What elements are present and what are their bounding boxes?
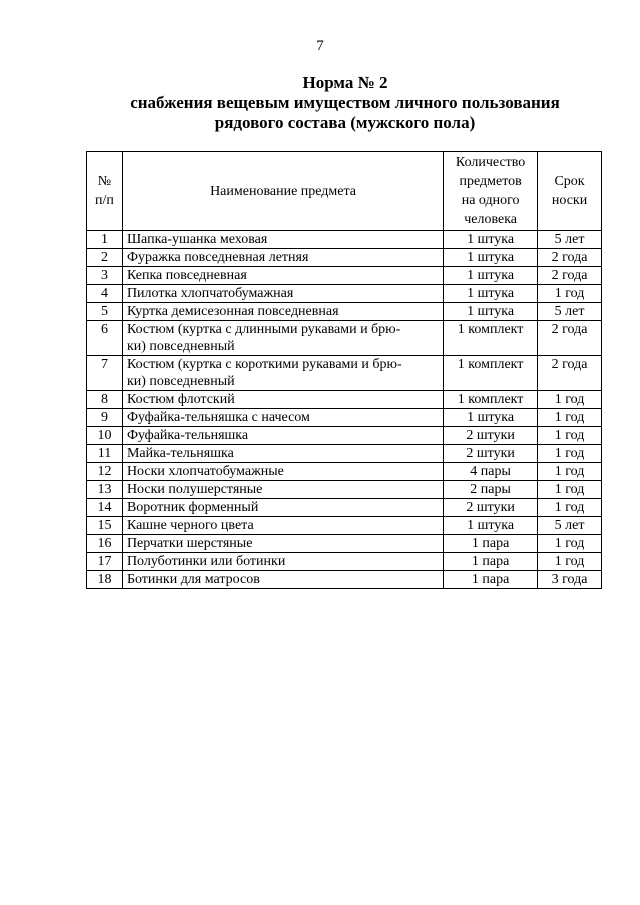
item-name — [122, 463, 443, 481]
item-term: 3 года — [538, 571, 602, 589]
item-quantity: 1 пара — [444, 571, 538, 589]
item-quantity: 1 штука — [444, 249, 538, 267]
norm-table — [86, 151, 602, 589]
table-row — [87, 409, 602, 427]
item-quantity: 1 комплект — [444, 391, 538, 409]
table-row — [87, 517, 602, 535]
item-quantity: 1 комплект — [444, 321, 538, 356]
item-term: 2 года — [538, 267, 602, 285]
table-row — [87, 303, 602, 321]
item-term: 1 год — [538, 553, 602, 571]
item-quantity: 1 пара — [444, 535, 538, 553]
item-name — [122, 321, 443, 356]
item-name-line: ки) повседневный — [126, 339, 235, 354]
header-name: Наименование предмета — [122, 152, 443, 231]
row-number: 7 — [87, 356, 123, 391]
header-num: № п/п — [87, 152, 123, 231]
table-row — [87, 553, 602, 571]
table-row — [87, 571, 602, 589]
item-name — [122, 481, 443, 499]
row-number: 16 — [87, 535, 123, 553]
row-number: 6 — [87, 321, 123, 356]
title-line-3: рядового состава (мужского пола) — [214, 113, 476, 132]
item-term: 5 лет — [538, 231, 602, 249]
item-name — [122, 427, 443, 445]
item-name-line: Носки полушерстяные — [126, 482, 263, 497]
item-name — [122, 231, 443, 249]
item-term: 1 год — [538, 391, 602, 409]
item-name-line: Фуфайка-тельняшка — [126, 428, 249, 443]
table-row — [87, 321, 602, 356]
row-number: 13 — [87, 481, 123, 499]
item-name — [122, 303, 443, 321]
item-quantity: 1 штука — [444, 409, 538, 427]
table-row — [87, 356, 602, 391]
item-name — [122, 285, 443, 303]
table-row — [87, 445, 602, 463]
document-title — [0, 73, 640, 133]
item-name-line: Костюм (куртка с короткими рукавами и брю- — [126, 357, 402, 372]
item-quantity: 1 штука — [444, 267, 538, 285]
row-number: 4 — [87, 285, 123, 303]
table-row — [87, 463, 602, 481]
page-number: 7 — [316, 38, 324, 54]
item-quantity: 2 штуки — [444, 499, 538, 517]
item-name-line: Куртка демисезонная повседневная — [126, 304, 339, 319]
item-name — [122, 571, 443, 589]
item-term: 1 год — [538, 427, 602, 445]
table-row — [87, 499, 602, 517]
item-term: 1 год — [538, 445, 602, 463]
title-line-1: Норма № 2 — [302, 73, 388, 92]
table-row — [87, 285, 602, 303]
item-name — [122, 517, 443, 535]
item-name — [122, 409, 443, 427]
row-number: 18 — [87, 571, 123, 589]
item-name-line: Носки хлопчатобумажные — [126, 464, 284, 479]
item-name — [122, 249, 443, 267]
item-name-line: Шапка-ушанка меховая — [126, 232, 268, 247]
table-row — [87, 535, 602, 553]
item-name-line: Майка-тельняшка — [126, 446, 234, 461]
row-number: 11 — [87, 445, 123, 463]
row-number: 17 — [87, 553, 123, 571]
item-term: 5 лет — [538, 303, 602, 321]
item-name-line: Костюм (куртка с длинными рукавами и брю- — [126, 322, 401, 337]
item-name — [122, 535, 443, 553]
item-term: 1 год — [538, 499, 602, 517]
item-term: 2 года — [538, 321, 602, 356]
item-name-line: Перчатки шерстяные — [126, 536, 253, 551]
header-quantity: Количество предметов на одного человека — [444, 152, 538, 231]
item-name — [122, 356, 443, 391]
item-name — [122, 445, 443, 463]
table-row — [87, 427, 602, 445]
item-term: 1 год — [538, 535, 602, 553]
item-name-line: Ботинки для матросов — [126, 572, 260, 587]
item-name-line: Фуфайка-тельняшка с начесом — [126, 410, 310, 425]
row-number: 8 — [87, 391, 123, 409]
item-name — [122, 391, 443, 409]
item-name-line: Фуражка повседневная летняя — [126, 250, 309, 265]
table-row — [87, 249, 602, 267]
table-row — [87, 267, 602, 285]
item-name — [122, 499, 443, 517]
item-term: 2 года — [538, 249, 602, 267]
row-number: 2 — [87, 249, 123, 267]
row-number: 15 — [87, 517, 123, 535]
item-name-line: Кепка повседневная — [126, 268, 247, 283]
item-name — [122, 553, 443, 571]
table-row — [87, 481, 602, 499]
item-quantity: 1 комплект — [444, 356, 538, 391]
item-quantity: 1 пара — [444, 553, 538, 571]
title-line-2: снабжения вещевым имуществом личного пользования — [130, 93, 560, 112]
item-name-line: Костюм флотский — [126, 392, 235, 407]
item-term: 1 год — [538, 285, 602, 303]
item-quantity: 1 штука — [444, 517, 538, 535]
item-name-line: ки) повседневный — [126, 374, 235, 389]
row-number: 12 — [87, 463, 123, 481]
row-number: 3 — [87, 267, 123, 285]
item-term: 5 лет — [538, 517, 602, 535]
item-name-line: Воротник форменный — [126, 500, 259, 515]
item-quantity: 2 штуки — [444, 427, 538, 445]
item-quantity: 1 штука — [444, 231, 538, 249]
item-term: 1 год — [538, 481, 602, 499]
table-header-row — [87, 152, 602, 231]
item-term: 1 год — [538, 463, 602, 481]
header-term: Срок носки — [538, 152, 602, 231]
item-name-line: Полуботинки или ботинки — [126, 554, 286, 569]
item-quantity: 4 пары — [444, 463, 538, 481]
row-number: 5 — [87, 303, 123, 321]
table-row — [87, 231, 602, 249]
item-name-line: Пилотка хлопчатобумажная — [126, 286, 294, 301]
table-row — [87, 391, 602, 409]
item-quantity: 1 штука — [444, 285, 538, 303]
item-quantity: 1 штука — [444, 303, 538, 321]
row-number: 10 — [87, 427, 123, 445]
item-term: 2 года — [538, 356, 602, 391]
table-body — [87, 231, 602, 589]
item-quantity: 2 штуки — [444, 445, 538, 463]
item-name-line: Кашне черного цвета — [126, 518, 254, 533]
row-number: 9 — [87, 409, 123, 427]
item-quantity: 2 пары — [444, 481, 538, 499]
row-number: 1 — [87, 231, 123, 249]
item-term: 1 год — [538, 409, 602, 427]
item-name — [122, 267, 443, 285]
row-number: 14 — [87, 499, 123, 517]
